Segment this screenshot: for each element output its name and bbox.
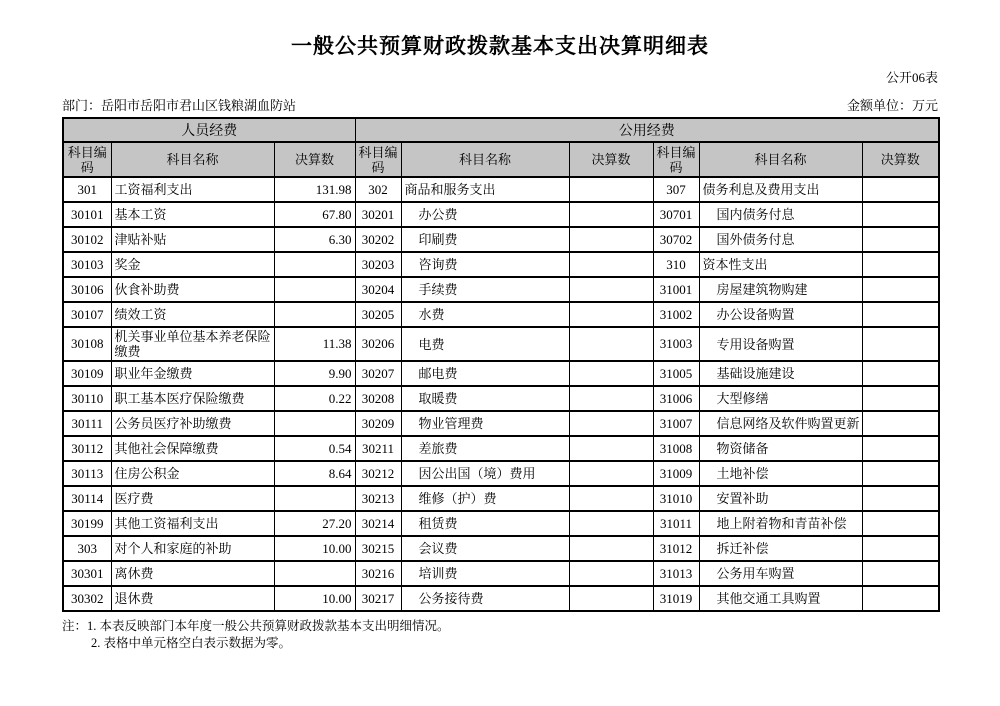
- cell-code: 310: [653, 252, 699, 277]
- cell-value: [569, 227, 653, 252]
- cell-name: 奖金: [111, 252, 274, 277]
- cell-value: [274, 302, 355, 327]
- cell-value: [569, 327, 653, 361]
- table-row: [63, 436, 939, 461]
- cell-name: 国内债务付息: [699, 202, 862, 227]
- cell-value: 67.80: [274, 202, 355, 227]
- cell-code: 31013: [653, 561, 699, 586]
- cell-name: 办公费: [401, 202, 569, 227]
- cell-code: 30211: [355, 436, 401, 461]
- cell-value: [862, 586, 939, 611]
- group-header-public: 公用经费: [355, 118, 939, 142]
- cell-value: [862, 436, 939, 461]
- column-header-name: 科目名称: [111, 142, 274, 177]
- note-line-2: 2. 表格中单元格空白表示数据为零。: [91, 636, 292, 650]
- cell-code: 30702: [653, 227, 699, 252]
- cell-value: 8.64: [274, 461, 355, 486]
- cell-code: 301: [63, 177, 111, 202]
- meta-row: [62, 95, 938, 114]
- cell-name: 房屋建筑物购建: [699, 277, 862, 302]
- cell-value: [274, 252, 355, 277]
- cell-name: 绩效工资: [111, 302, 274, 327]
- cell-name: 差旅费: [401, 436, 569, 461]
- table-row: [63, 511, 939, 536]
- cell-value: [862, 536, 939, 561]
- table-row: [63, 177, 939, 202]
- unit-label: 金额单位：万元: [846, 98, 938, 113]
- cell-code: 30209: [355, 411, 401, 436]
- column-header-name: 科目名称: [699, 142, 862, 177]
- cell-name: 维修（护）费: [401, 486, 569, 511]
- cell-value: [862, 252, 939, 277]
- cell-name: 地上附着物和青苗补偿: [699, 511, 862, 536]
- cell-name: 会议费: [401, 536, 569, 561]
- cell-value: [862, 386, 939, 411]
- table-row: [63, 486, 939, 511]
- cell-code: 30102: [63, 227, 111, 252]
- table-row: [63, 586, 939, 611]
- cell-code: 30205: [355, 302, 401, 327]
- cell-code: 30217: [355, 586, 401, 611]
- cell-value: 131.98: [274, 177, 355, 202]
- cell-value: [862, 361, 939, 386]
- cell-name: 工资福利支出: [111, 177, 274, 202]
- cell-code: 30111: [63, 411, 111, 436]
- cell-value: [569, 252, 653, 277]
- cell-value: [569, 202, 653, 227]
- cell-name: 住房公积金: [111, 461, 274, 486]
- notes: [62, 618, 938, 652]
- cell-value: [569, 536, 653, 561]
- cell-code: 31008: [653, 436, 699, 461]
- cell-code: 30109: [63, 361, 111, 386]
- column-header-code: 科目编码: [653, 142, 699, 177]
- cell-value: [274, 411, 355, 436]
- table-row: [63, 327, 939, 361]
- cell-value: [569, 411, 653, 436]
- cell-code: 30214: [355, 511, 401, 536]
- cell-value: 11.38: [274, 327, 355, 361]
- cell-code: 31019: [653, 586, 699, 611]
- cell-code: 30201: [355, 202, 401, 227]
- cell-code: 31011: [653, 511, 699, 536]
- cell-name: 津贴补贴: [111, 227, 274, 252]
- cell-value: [569, 302, 653, 327]
- cell-code: 31003: [653, 327, 699, 361]
- cell-name: 租赁费: [401, 511, 569, 536]
- cell-name: 取暖费: [401, 386, 569, 411]
- cell-value: [569, 436, 653, 461]
- cell-code: 30113: [63, 461, 111, 486]
- cell-code: 30110: [63, 386, 111, 411]
- column-header-code: 科目编码: [63, 142, 111, 177]
- cell-name: 基本工资: [111, 202, 274, 227]
- cell-name: 职业年金缴费: [111, 361, 274, 386]
- cell-value: [862, 561, 939, 586]
- cell-code: 303: [63, 536, 111, 561]
- cell-value: 10.00: [274, 586, 355, 611]
- cell-name: 公务员医疗补助缴费: [111, 411, 274, 436]
- cell-name: 其他交通工具购置: [699, 586, 862, 611]
- table-row: [63, 202, 939, 227]
- column-header-name: 科目名称: [401, 142, 569, 177]
- cell-name: 因公出国（境）费用: [401, 461, 569, 486]
- table-row: [63, 361, 939, 386]
- cell-code: 30301: [63, 561, 111, 586]
- cell-name: 退休费: [111, 586, 274, 611]
- cell-code: 30212: [355, 461, 401, 486]
- table-row: [63, 252, 939, 277]
- cell-code: 31010: [653, 486, 699, 511]
- cell-code: 30107: [63, 302, 111, 327]
- cell-code: 30215: [355, 536, 401, 561]
- group-header-row: [63, 118, 939, 142]
- table-row: [63, 536, 939, 561]
- cell-value: 27.20: [274, 511, 355, 536]
- cell-name: 机关事业单位基本养老保险缴费: [111, 327, 274, 361]
- cell-value: [569, 386, 653, 411]
- cell-value: 0.54: [274, 436, 355, 461]
- table-row: [63, 461, 939, 486]
- cell-value: [569, 486, 653, 511]
- cell-code: 30204: [355, 277, 401, 302]
- cell-name: 离休费: [111, 561, 274, 586]
- cell-code: 30108: [63, 327, 111, 361]
- cell-value: [862, 302, 939, 327]
- cell-code: 31006: [653, 386, 699, 411]
- cell-value: [569, 586, 653, 611]
- column-header-row: [63, 142, 939, 177]
- table-row: [63, 561, 939, 586]
- cell-name: 商品和服务支出: [401, 177, 569, 202]
- cell-code: 31002: [653, 302, 699, 327]
- cell-name: 电费: [401, 327, 569, 361]
- form-code-label: 公开06表: [885, 70, 938, 85]
- cell-name: 水费: [401, 302, 569, 327]
- cell-code: 30206: [355, 327, 401, 361]
- cell-name: 伙食补助费: [111, 277, 274, 302]
- cell-code: 30208: [355, 386, 401, 411]
- cell-code: 30203: [355, 252, 401, 277]
- cell-value: [569, 361, 653, 386]
- note-line-1: 注：1. 本表反映部门本年度一般公共预算财政拨款基本支出明细情况。: [62, 619, 450, 633]
- column-header-code: 科目编码: [355, 142, 401, 177]
- cell-value: [862, 227, 939, 252]
- column-header-value: 决算数: [274, 142, 355, 177]
- column-header-value: 决算数: [862, 142, 939, 177]
- cell-name: 对个人和家庭的补助: [111, 536, 274, 561]
- cell-code: 302: [355, 177, 401, 202]
- cell-name: 邮电费: [401, 361, 569, 386]
- cell-name: 公务接待费: [401, 586, 569, 611]
- cell-code: 307: [653, 177, 699, 202]
- cell-value: [862, 461, 939, 486]
- table-row: [63, 302, 939, 327]
- cell-name: 公务用车购置: [699, 561, 862, 586]
- cell-code: 30114: [63, 486, 111, 511]
- cell-value: 9.90: [274, 361, 355, 386]
- cell-code: 30112: [63, 436, 111, 461]
- cell-value: 6.30: [274, 227, 355, 252]
- cell-value: [569, 561, 653, 586]
- cell-name: 手续费: [401, 277, 569, 302]
- cell-name: 办公设备购置: [699, 302, 862, 327]
- cell-code: 31012: [653, 536, 699, 561]
- cell-code: 30701: [653, 202, 699, 227]
- table-row: [63, 411, 939, 436]
- cell-value: [569, 277, 653, 302]
- cell-code: 30103: [63, 252, 111, 277]
- cell-code: 30101: [63, 202, 111, 227]
- cell-code: 30207: [355, 361, 401, 386]
- cell-name: 物业管理费: [401, 411, 569, 436]
- cell-value: [862, 411, 939, 436]
- cell-value: 10.00: [274, 536, 355, 561]
- cell-value: [274, 486, 355, 511]
- page-title: 一般公共预算财政拨款基本支出决算明细表: [291, 34, 709, 58]
- cell-name: 专用设备购置: [699, 327, 862, 361]
- cell-name: 其他社会保障缴费: [111, 436, 274, 461]
- cell-name: 医疗费: [111, 486, 274, 511]
- cell-code: 30106: [63, 277, 111, 302]
- cell-value: [862, 511, 939, 536]
- cell-name: 国外债务付息: [699, 227, 862, 252]
- cell-code: 30199: [63, 511, 111, 536]
- cell-value: [862, 277, 939, 302]
- table-row: [63, 227, 939, 252]
- cell-value: [569, 461, 653, 486]
- cell-value: [862, 177, 939, 202]
- cell-code: 30302: [63, 586, 111, 611]
- cell-value: [862, 486, 939, 511]
- cell-name: 印刷费: [401, 227, 569, 252]
- cell-value: [569, 177, 653, 202]
- cell-code: 30216: [355, 561, 401, 586]
- cell-name: 职工基本医疗保险缴费: [111, 386, 274, 411]
- cell-name: 土地补偿: [699, 461, 862, 486]
- department-label: 部门：岳阳市岳阳市君山区钱粮湖血防站: [62, 98, 297, 113]
- cell-value: [274, 561, 355, 586]
- cell-code: 30213: [355, 486, 401, 511]
- cell-code: 31009: [653, 461, 699, 486]
- cell-value: [862, 327, 939, 361]
- cell-name: 咨询费: [401, 252, 569, 277]
- cell-name: 其他工资福利支出: [111, 511, 274, 536]
- column-header-value: 决算数: [569, 142, 653, 177]
- table-row: [63, 386, 939, 411]
- cell-value: [862, 202, 939, 227]
- cell-name: 债务利息及费用支出: [699, 177, 862, 202]
- cell-name: 培训费: [401, 561, 569, 586]
- cell-name: 物资储备: [699, 436, 862, 461]
- cell-code: 31001: [653, 277, 699, 302]
- cell-code: 30202: [355, 227, 401, 252]
- cell-code: 31007: [653, 411, 699, 436]
- cell-value: [569, 511, 653, 536]
- cell-name: 大型修缮: [699, 386, 862, 411]
- cell-code: 31005: [653, 361, 699, 386]
- cell-name: 安置补助: [699, 486, 862, 511]
- budget-table: [62, 117, 940, 612]
- cell-name: 基础设施建设: [699, 361, 862, 386]
- table-row: [63, 277, 939, 302]
- group-header-personnel: 人员经费: [63, 118, 355, 142]
- cell-name: 信息网络及软件购置更新: [699, 411, 862, 436]
- cell-name: 资本性支出: [699, 252, 862, 277]
- cell-value: 0.22: [274, 386, 355, 411]
- cell-value: [274, 277, 355, 302]
- cell-name: 拆迁补偿: [699, 536, 862, 561]
